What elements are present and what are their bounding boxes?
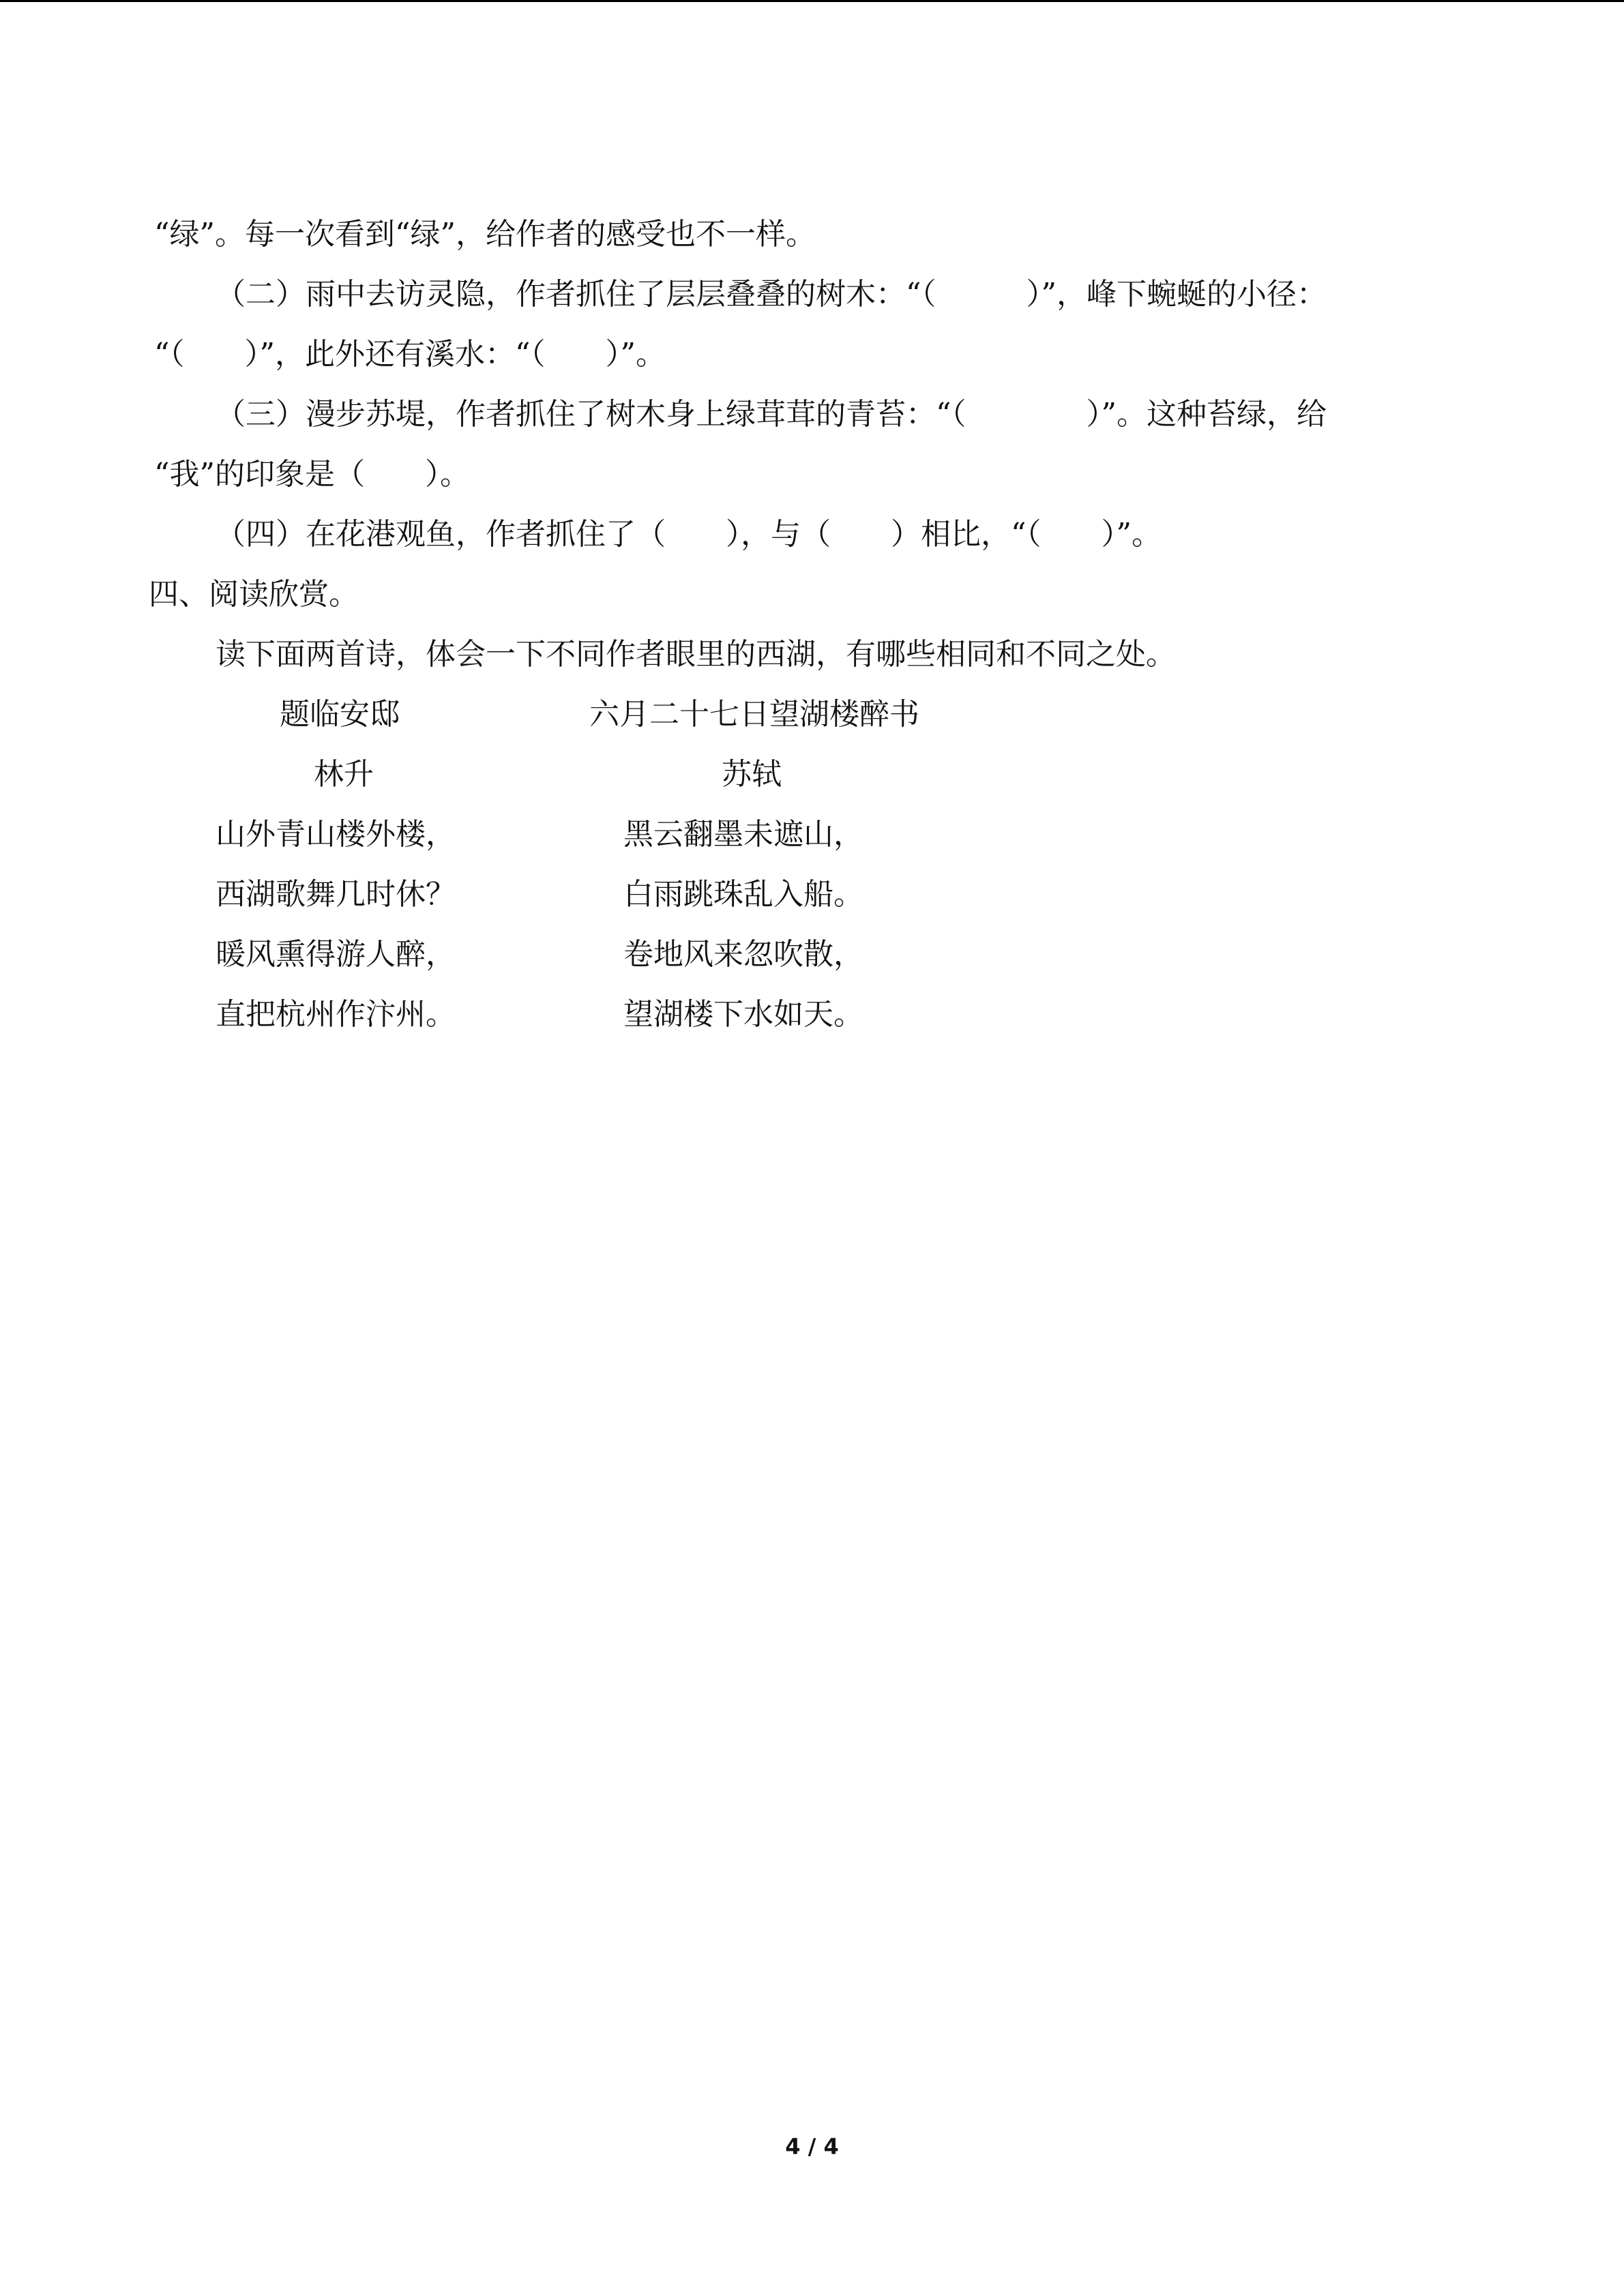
section-heading: 四、阅读欣赏。: [149, 577, 359, 612]
poem-1-line: 西湖歌舞几时休？: [216, 877, 456, 912]
page-top-border: [0, 0, 1624, 2]
poem-1-line: 山外青山楼外楼，: [216, 817, 456, 852]
poem-2-title: 六月二十七日望湖楼醉书: [589, 697, 919, 732]
poem-1-author: 林升: [314, 757, 374, 792]
paragraph-line: “绿”。每一次看到“绿”，给作者的感受也不一样。: [154, 217, 816, 252]
poem-1-title: 题临安邸: [280, 697, 400, 732]
page-number: 4 / 4: [785, 2134, 839, 2160]
question-3-line-2: “我”的印象是（ ）。: [154, 457, 470, 492]
poem-1-line: 直把杭州作汴州。: [216, 997, 456, 1032]
question-4-line-1: （四）在花港观鱼，作者抓住了（ ），与（ ）相比，“（ ）”。: [216, 517, 1162, 552]
poem-2-line: 望湖楼下水如天。: [623, 997, 863, 1032]
poem-1-line: 暖风熏得游人醉，: [216, 937, 456, 972]
poem-2-line: 卷地风来忽吹散，: [623, 937, 863, 972]
question-2-line-1: （二）雨中去访灵隐，作者抓住了层层叠叠的树木：“（ ）”，峰下蜿蜒的小径：: [216, 277, 1327, 312]
poem-2-line: 黑云翻墨未遮山，: [623, 817, 863, 852]
poem-2-line: 白雨跳珠乱入船。: [623, 877, 863, 912]
poem-2-author: 苏轼: [722, 757, 782, 792]
question-2-line-2: “（ ）”，此外还有溪水：“（ ）”。: [154, 337, 666, 372]
question-3-line-1: （三）漫步苏堤，作者抓住了树木身上绿茸茸的青苔：“（ ）”。这种苔绿，给: [216, 397, 1327, 432]
section-instruction: 读下面两首诗，体会一下不同作者眼里的西湖，有哪些相同和不同之处。: [216, 637, 1176, 672]
